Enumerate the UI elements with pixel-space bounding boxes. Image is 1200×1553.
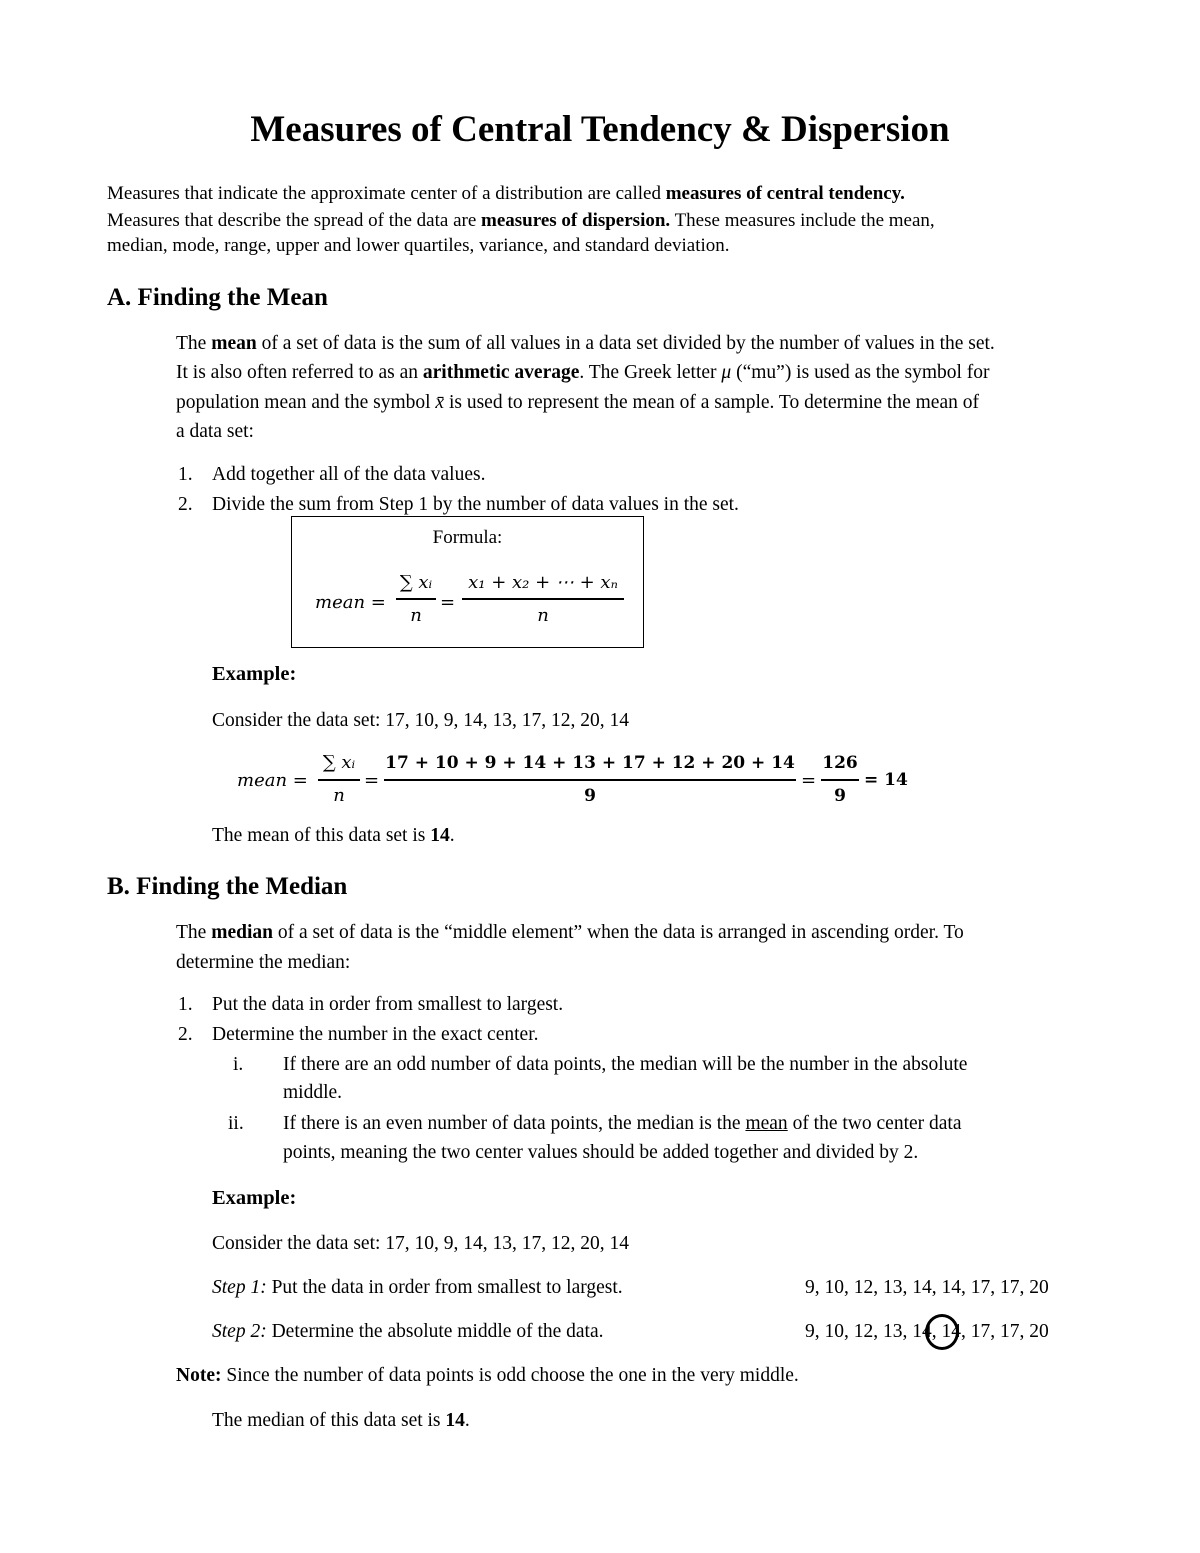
step-2-text: Determine the absolute middle of the data. [266, 1321, 604, 1342]
formula-sum-numerator: ∑ xᵢ [399, 572, 433, 593]
mean-calc-equals-2: = [801, 770, 817, 791]
median-sub-i-number: i. [233, 1054, 244, 1075]
mean-step-1-text: Add together all of the data values. [212, 464, 486, 485]
median-sub-i-line-1: If there are an odd number of data points, the median will be the number in the absolute [283, 1054, 968, 1075]
text: If there is an even number of data points, the median is the [283, 1113, 746, 1134]
median-circle-highlight [925, 1314, 959, 1350]
mean-calc-sum-numerator: ∑ xᵢ [322, 752, 356, 773]
median-sub-ii-line-2: points, meaning the two center values should be added together and divided by 2. [283, 1142, 919, 1163]
x-bar-symbol: x̄ [435, 392, 445, 413]
median-step-1-text: Put the data in order from smallest to largest. [212, 994, 564, 1015]
text: of the two center data [787, 1113, 962, 1134]
text: . The Greek letter [579, 362, 722, 383]
median-sub-ii-number: ii. [228, 1113, 244, 1134]
median-example-heading: Example: [212, 1187, 297, 1209]
median-step-2-number: 2. [178, 1024, 193, 1045]
median-step-2-text: Determine the number in the exact center. [212, 1024, 539, 1045]
median-sub-i-line-2: middle. [283, 1082, 343, 1103]
mean-calc-total-denominator: 9 [834, 786, 846, 806]
mean-calc-fraction-bar-3 [821, 779, 859, 781]
text: The mean of this data set is [212, 825, 431, 846]
median-sub-ii-line-1 [283, 1113, 961, 1135]
mean-calc-fraction-bar-1 [318, 779, 360, 781]
median-paragraph-line-2: determine the median: [176, 952, 351, 973]
text: The [176, 922, 212, 943]
mu-symbol: μ [721, 362, 732, 383]
mean-calc-result: = 14 [864, 770, 908, 790]
formula-sum-denominator: n [410, 605, 422, 626]
text: is used to represent the mean of a sample. To determine the mean of [444, 392, 979, 413]
intro-text: Measures that indicate the approximate center of a distribution are called [107, 183, 666, 204]
median-step-1-row [212, 1277, 623, 1299]
median-step-1-values: 9, 10, 12, 13, 14, 14, 17, 17, 20 [805, 1277, 1049, 1298]
mean-step-2-number: 2. [178, 494, 193, 515]
mean-step-1-number: 1. [178, 464, 193, 485]
text: of a set of data is the “middle element” when the data is arranged in ascending order. To [272, 922, 964, 943]
mean-example-heading: Example: [212, 663, 297, 685]
text: It is also often referred to as an [176, 362, 423, 383]
text: The median of this data set is [212, 1410, 446, 1431]
mean-calc-total-numerator: 126 [822, 753, 858, 773]
formula-lhs: mean = [315, 592, 386, 613]
formula-equals: = [440, 592, 456, 613]
underlined-mean: mean [745, 1113, 788, 1134]
mean-paragraph-line-4: a data set: [176, 421, 254, 442]
text: population mean and the symbol [176, 392, 436, 413]
median-example-data: Consider the data set: 17, 10, 9, 14, 13, 17, 12, 20, 14 [212, 1233, 630, 1254]
intro-line-3: median, mode, range, upper and lower quartiles, variance, and standard deviation. [107, 235, 730, 256]
median-note [176, 1365, 799, 1387]
mean-example-data: Consider the data set: 17, 10, 9, 14, 13, 17, 12, 20, 14 [212, 710, 630, 731]
step-1-text: Put the data in order from smallest to largest. [266, 1277, 623, 1298]
median-step-2-values: 9, 10, 12, 13, 14, 14, 17, 17, 20 [805, 1321, 1049, 1342]
mean-paragraph-line-2 [176, 362, 990, 384]
mean-step-2-text: Divide the sum from Step 1 by the number of data values in the set. [212, 494, 739, 515]
mean-calc-equals-1: = [364, 770, 380, 791]
intro-text: These measures include the mean, [670, 210, 935, 231]
mean-calc-lhs: mean = [237, 770, 308, 791]
mean-calc-sum-denominator: n [333, 785, 345, 806]
median-result-value: 14 [445, 1410, 465, 1431]
median-conclusion [212, 1410, 470, 1432]
text: of a set of data is the sum of all values in a data set divided by the number of values in the set. [256, 333, 995, 354]
median-paragraph-line-1 [176, 922, 964, 944]
median-step-1-number: 1. [178, 994, 193, 1015]
term-central-tendency: measures of central tendency. [665, 183, 905, 204]
mean-conclusion [212, 825, 455, 847]
section-a-heading: A. Finding the Mean [107, 284, 328, 311]
text: . [449, 825, 455, 846]
intro-line-1 [107, 183, 905, 205]
text: . [464, 1410, 470, 1431]
formula-label: Formula: [432, 527, 503, 548]
formula-fraction-bar-1 [396, 598, 436, 600]
intro-line-2 [107, 210, 935, 232]
term-dispersion: measures of dispersion. [481, 210, 671, 231]
mean-calc-values-numerator: 17 + 10 + 9 + 14 + 13 + 17 + 12 + 20 + 14 [385, 753, 795, 773]
formula-fraction-bar-2 [462, 598, 624, 600]
step-2-label: Step 2: [212, 1321, 267, 1342]
note-text: Since the number of data points is odd choose the one in the very middle. [221, 1365, 799, 1386]
intro-text: Measures that describe the spread of the data are [107, 210, 482, 231]
formula-expanded-numerator: x₁ + x₂ + ⋯ + xₙ [468, 572, 618, 593]
note-label: Note: [176, 1365, 222, 1386]
step-1-label: Step 1: [212, 1277, 267, 1298]
median-step-2-row [212, 1321, 604, 1343]
text: The [176, 333, 212, 354]
text: (“mu”) is used as the symbol for [731, 362, 990, 383]
mean-paragraph-line-1 [176, 333, 995, 355]
term-mean: mean [211, 333, 257, 354]
mean-calc-values-denominator: 9 [584, 786, 596, 806]
term-median: median [211, 922, 273, 943]
section-b-heading: B. Finding the Median [107, 873, 348, 900]
formula-expanded-denominator: n [537, 605, 549, 626]
term-arithmetic-average: arithmetic average [422, 362, 580, 383]
page-title: Measures of Central Tendency & Dispersion [250, 109, 950, 150]
mean-calc-fraction-bar-2 [384, 779, 796, 781]
mean-result-value: 14 [430, 825, 450, 846]
mean-paragraph-line-3 [176, 392, 979, 414]
